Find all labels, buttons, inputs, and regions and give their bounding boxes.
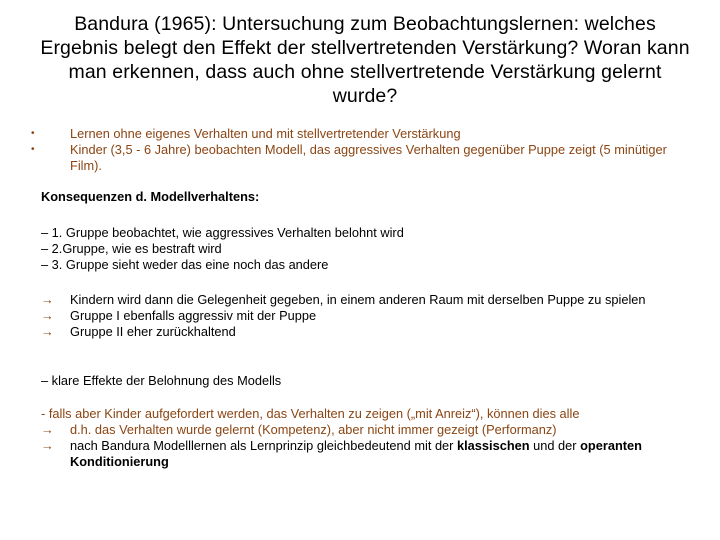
- result-text: Gruppe II eher zurückhaltend: [70, 324, 236, 339]
- bullet-item: [31, 126, 681, 142]
- conclusion-text-part: und der: [529, 438, 581, 453]
- group-item: – 3. Gruppe sieht weder das eine noch das andere: [41, 257, 329, 272]
- result-item: [41, 308, 681, 324]
- result-item: [41, 292, 681, 308]
- bullet-text: Lernen ohne eigenes Verhalten und mit stellvertretender Verstärkung: [70, 126, 461, 141]
- group-item: – 1. Gruppe beobachtet, wie aggressives Verhalten belohnt wird: [41, 225, 404, 240]
- group-list: [41, 225, 404, 273]
- bullet-list: [31, 126, 681, 174]
- bullet-item: [31, 142, 681, 174]
- conclusion-text-part: nach Bandura Modelllernen als Lernprinzip gleichbedeutend mit der: [70, 438, 457, 453]
- bullet-text: Kinder (3,5 - 6 Jahre) beobachten Modell, das aggressives Verhalten gegenüber Puppe zeigt (5 minütiger Film).: [70, 142, 667, 173]
- emphasis-operant: operanten Konditionierung: [70, 438, 642, 469]
- section-heading: Konsequenzen d. Modellverhaltens:: [41, 189, 260, 204]
- emphasis-classical: klassischen: [457, 438, 530, 453]
- result-text: Gruppe I ebenfalls aggressiv mit der Puppe: [70, 308, 317, 323]
- conclusion-text: d.h. das Verhalten wurde gelernt (Kompetenz), aber nicht immer gezeigt (Performanz): [70, 422, 557, 437]
- result-item: [41, 324, 681, 340]
- clear-effects-note: – klare Effekte der Belohnung des Modells: [41, 373, 282, 388]
- arrow-right-icon: →: [41, 324, 54, 339]
- result-text: Kindern wird dann die Gelegenheit gegeben, in einem anderen Raum mit derselben Puppe zu spielen: [70, 292, 646, 307]
- result-list: [41, 292, 681, 340]
- conclusion-text: [70, 438, 681, 470]
- conclusion-item: [41, 438, 681, 470]
- arrow-right-icon: →: [41, 292, 54, 307]
- bullet-icon: •: [31, 128, 35, 139]
- arrow-right-icon: →: [41, 422, 54, 437]
- slide-title: Bandura (1965): Untersuchung zum Beobachtungslernen: welches Ergebnis belegt den Effekt der stellvertretenden Verstärkung? Woran kann man erkennen, dass auch ohne stellvertretende Verstärkung gelernt wurde?: [40, 13, 690, 107]
- arrow-right-icon: →: [41, 438, 54, 453]
- conclusion-intro: - falls aber Kinder aufgefordert werden, das Verhalten zu zeigen („mit Anreiz“), können dies alle: [41, 406, 580, 421]
- conclusion-list: [41, 422, 681, 470]
- group-item: – 2.Gruppe, wie es bestraft wird: [41, 241, 222, 256]
- bullet-icon: •: [31, 144, 35, 155]
- arrow-right-icon: →: [41, 308, 54, 323]
- conclusion-item: [41, 422, 681, 438]
